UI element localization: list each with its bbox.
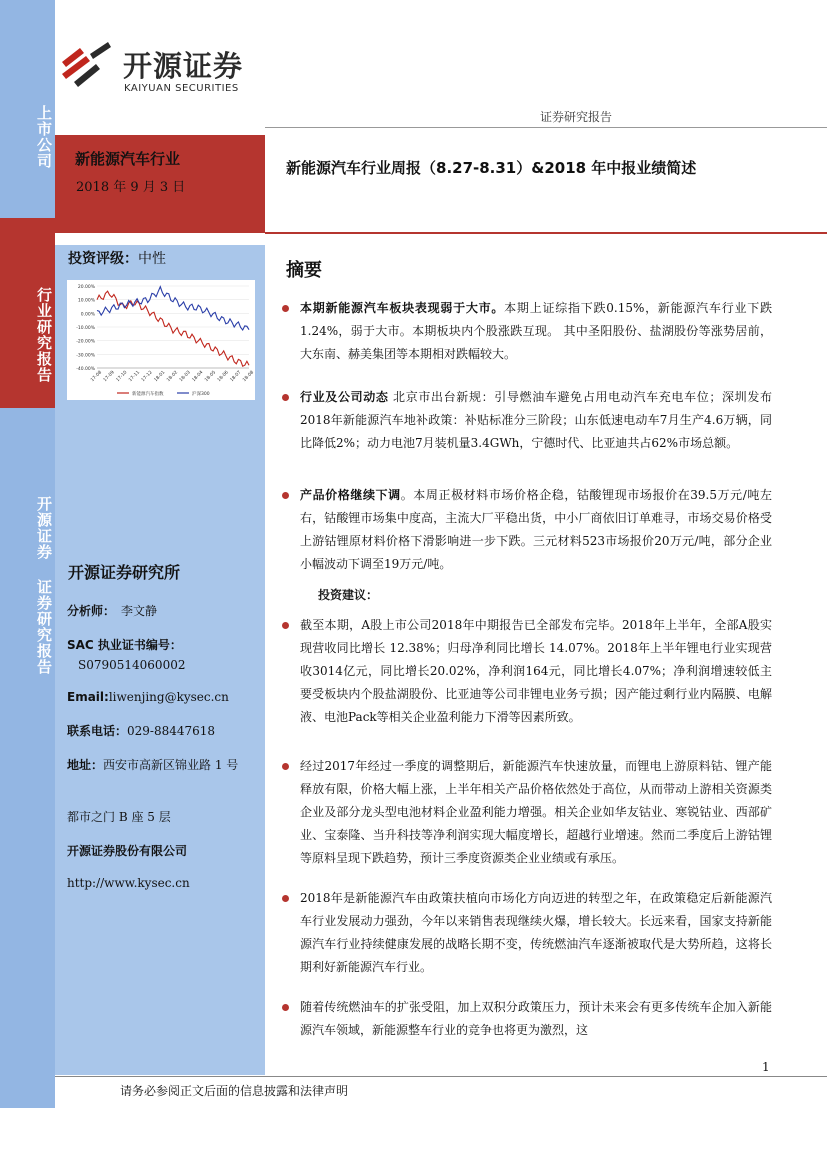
advice-text: 截至本期，A股上市公司2018年中期报告已全部发布完毕。2018年上半年，全部A股实现营收同比增长 12.38%；归母净利同比增长 14.07%。2018年上半年锂电行业实现营收3014亿元，同比增长20.02%，净利润164元，同比增长4.07%；净利润增速较低主要受板块内个股盐湖股份、比亚迪等公司非锂电业务亏损；因产能过剩行业内隔膜、电解液、电池Pack等相关企业盈利能力下滑等因素所致。 <box>300 618 772 724</box>
sac-label-line <box>67 636 182 653</box>
point-title: 本期新能源汽车板块表现弱于大市。 <box>300 301 505 315</box>
chart-x-tick-label: 18-01 <box>153 370 167 384</box>
rating-value: 中性 <box>138 251 166 267</box>
phone-value: 029-88447618 <box>127 724 216 738</box>
bullet-icon <box>282 394 289 401</box>
email-label: Email: <box>67 690 109 704</box>
chart-x-tick-label: 18-03 <box>178 370 192 384</box>
chart-x-tick-label: 18-05 <box>204 370 218 384</box>
brand-logo-icon <box>60 42 120 92</box>
email-value[interactable]: liwenjing@kysec.cn <box>108 690 229 704</box>
chart-y-tick-label: -30.00% <box>76 353 95 359</box>
analyst-label: 分析师： <box>67 604 116 618</box>
sac-number: S0790514060002 <box>78 658 186 672</box>
bullet-icon <box>282 763 289 770</box>
chart-x-tick-label: 18-06 <box>216 370 230 384</box>
analyst-line <box>67 602 157 619</box>
point-title: 产品价格继续下调 <box>300 488 401 502</box>
analyst-name: 李文静 <box>121 604 158 618</box>
address-value: 西安市高新区锦业路 1 号 <box>103 758 239 772</box>
report-type: 证券研究报告 <box>540 110 613 124</box>
brand-subtitle: KAIYUAN SECURITIES <box>124 83 239 94</box>
chart-x-tick-label: 17-12 <box>140 370 154 384</box>
chart-y-tick-label: 0.00% <box>80 312 95 318</box>
bullet-icon <box>282 895 289 902</box>
bullet-icon <box>282 622 289 629</box>
bullet-icon <box>282 1004 289 1011</box>
address-line-2: 都市之门 B 座 5 层 <box>67 810 171 824</box>
chart-x-tick-label: 17-09 <box>102 370 116 384</box>
rating-label: 投资评级： <box>68 251 138 267</box>
phone-line <box>67 722 215 739</box>
sac-label: SAC 执业证书编号： <box>67 638 182 652</box>
chart-series-line <box>97 287 249 330</box>
chart-x-tick-label: 17-11 <box>128 370 142 384</box>
advice-point <box>282 887 772 979</box>
advice-text: 随着传统燃油车的扩张受阻，加上双积分政策压力，预计未来会有更多传统车企加入新能源汽车领域，新能源整车行业的竞争也将更为激烈，这 <box>300 1000 772 1037</box>
strip-label-top: 上市公司 <box>35 105 53 169</box>
summary-heading: 摘要 <box>286 260 322 281</box>
chart-svg <box>67 280 255 400</box>
strip-label-bottom: 开源证券 证券研究报告 <box>35 495 53 675</box>
point-text: 北京市出台新规：引导燃油车避免占用电动汽车充电车位；深圳发布2018年新能源汽车地补政策：补贴标准分三阶段；山东低速电动车7月生产4.6万辆，同比降低2%；动力电池7月装机量3.4GWh，宁德时代、比亚迪共占62%市场总额。 <box>300 390 772 450</box>
summary-point <box>282 484 772 576</box>
point-title: 行业及公司动态 <box>300 390 389 404</box>
performance-chart <box>67 280 255 400</box>
strip-label-middle: 行业研究报告 <box>35 287 53 383</box>
company-name: 开源证券股份有限公司 <box>67 844 188 858</box>
bullet-icon <box>282 492 289 499</box>
advice-text: 2018年是新能源汽车由政策扶植向市场化方向迈进的转型之年，在政策稳定后新能源汽车行业发展动力强劲，今年以来销售表现继续火爆，增长较大。长远来看，国家支持新能源汽车行业持续健康发展的战略长期不变，传统燃油汽车逐渐被取代是大势所趋，这将长期利好新能源汽车行业。 <box>300 891 772 974</box>
chart-x-tick-label: 17-10 <box>115 370 129 384</box>
point-text: 。本周正极材料市场价格企稳，钴酸锂现市场报价在39.5万元/吨左右，钴酸锂市场集中度高，主流大厂平稳出货，中小厂商依旧订单难寻，市场交易价格受上游钴锂原材料价格下滑影响进一步下跌。三元材料523市场报价20万元/吨，部分企业小幅波动下调至19万元/吨。 <box>300 488 772 571</box>
advice-text: 经过2017年经过一季度的调整期后，新能源汽车快速放量，而锂电上游原料钴、锂产能释放有限，价格大幅上涨，上半年相关产品价格依然处于高位，从而带动上游相关资源类企业及部分龙头型电池材料企业盈利能力增强。相关企业如华友钴业、寒锐钴业、西部矿业、宝泰隆、当升科技等净利润实现大幅度增长，超越行业增速。然而二季度后上游钴锂等原料呈现下跌趋势，预计三季度资源类企业业绩或有承压。 <box>300 759 772 865</box>
advice-point <box>282 755 772 870</box>
chart-x-tick-label: 18-02 <box>166 370 180 384</box>
address-label: 地址： <box>67 758 104 772</box>
address-line <box>67 754 262 776</box>
chart-y-tick-label: -40.00% <box>76 367 95 372</box>
footer-disclaimer: 请务必参阅正文后面的信息披露和法律声明 <box>120 1084 349 1098</box>
chart-y-tick-label: 10.00% <box>77 298 95 304</box>
website-link[interactable]: http://www.kysec.cn <box>67 876 190 890</box>
top-divider <box>265 127 827 128</box>
industry-label: 新能源汽车行业 <box>75 150 181 168</box>
chart-y-tick-label: -20.00% <box>76 339 95 345</box>
advice-point <box>282 996 772 1042</box>
report-title: 新能源汽车行业周报（8.27-8.31）&2018 年中报业绩简述 <box>286 159 697 177</box>
page-number: 1 <box>762 1060 770 1074</box>
chart-x-tick-label: 18-08 <box>242 370 255 384</box>
email-line <box>67 690 229 704</box>
chart-legend-label: 沪深300 <box>192 392 210 397</box>
bullet-icon <box>282 305 289 312</box>
phone-label: 联系电话： <box>67 724 128 738</box>
chart-x-tick-label: 18-07 <box>229 370 243 384</box>
chart-x-tick-label: 18-04 <box>191 370 205 384</box>
investment-rating <box>68 248 166 268</box>
chart-y-tick-label: 20.00% <box>77 285 95 290</box>
institute-name: 开源证券研究所 <box>68 563 181 582</box>
footer-divider <box>55 1076 827 1077</box>
chart-legend-label: 新能源汽车指数 <box>132 392 164 397</box>
chart-x-tick-label: 17-08 <box>90 370 104 384</box>
advice-point <box>282 614 772 729</box>
summary-point <box>282 297 772 366</box>
summary-point <box>282 386 772 455</box>
header-divider <box>265 232 827 234</box>
chart-y-tick-label: -10.00% <box>76 326 95 331</box>
report-date: 2018 年 9 月 3 日 <box>76 180 186 195</box>
chart-series-line <box>97 291 249 366</box>
brand-name: 开源证券 <box>123 49 244 83</box>
point-text: 本期上证综指下跌0.15%，新能源汽车行业下跌1.24%，弱于大市。本期板块内个股涨跌互现。 其中圣阳股份、盐湖股份等涨势居前，大东南、赫美集团等本期相对跌幅较大。 <box>300 301 772 361</box>
advice-heading: 投资建议： <box>318 588 379 602</box>
